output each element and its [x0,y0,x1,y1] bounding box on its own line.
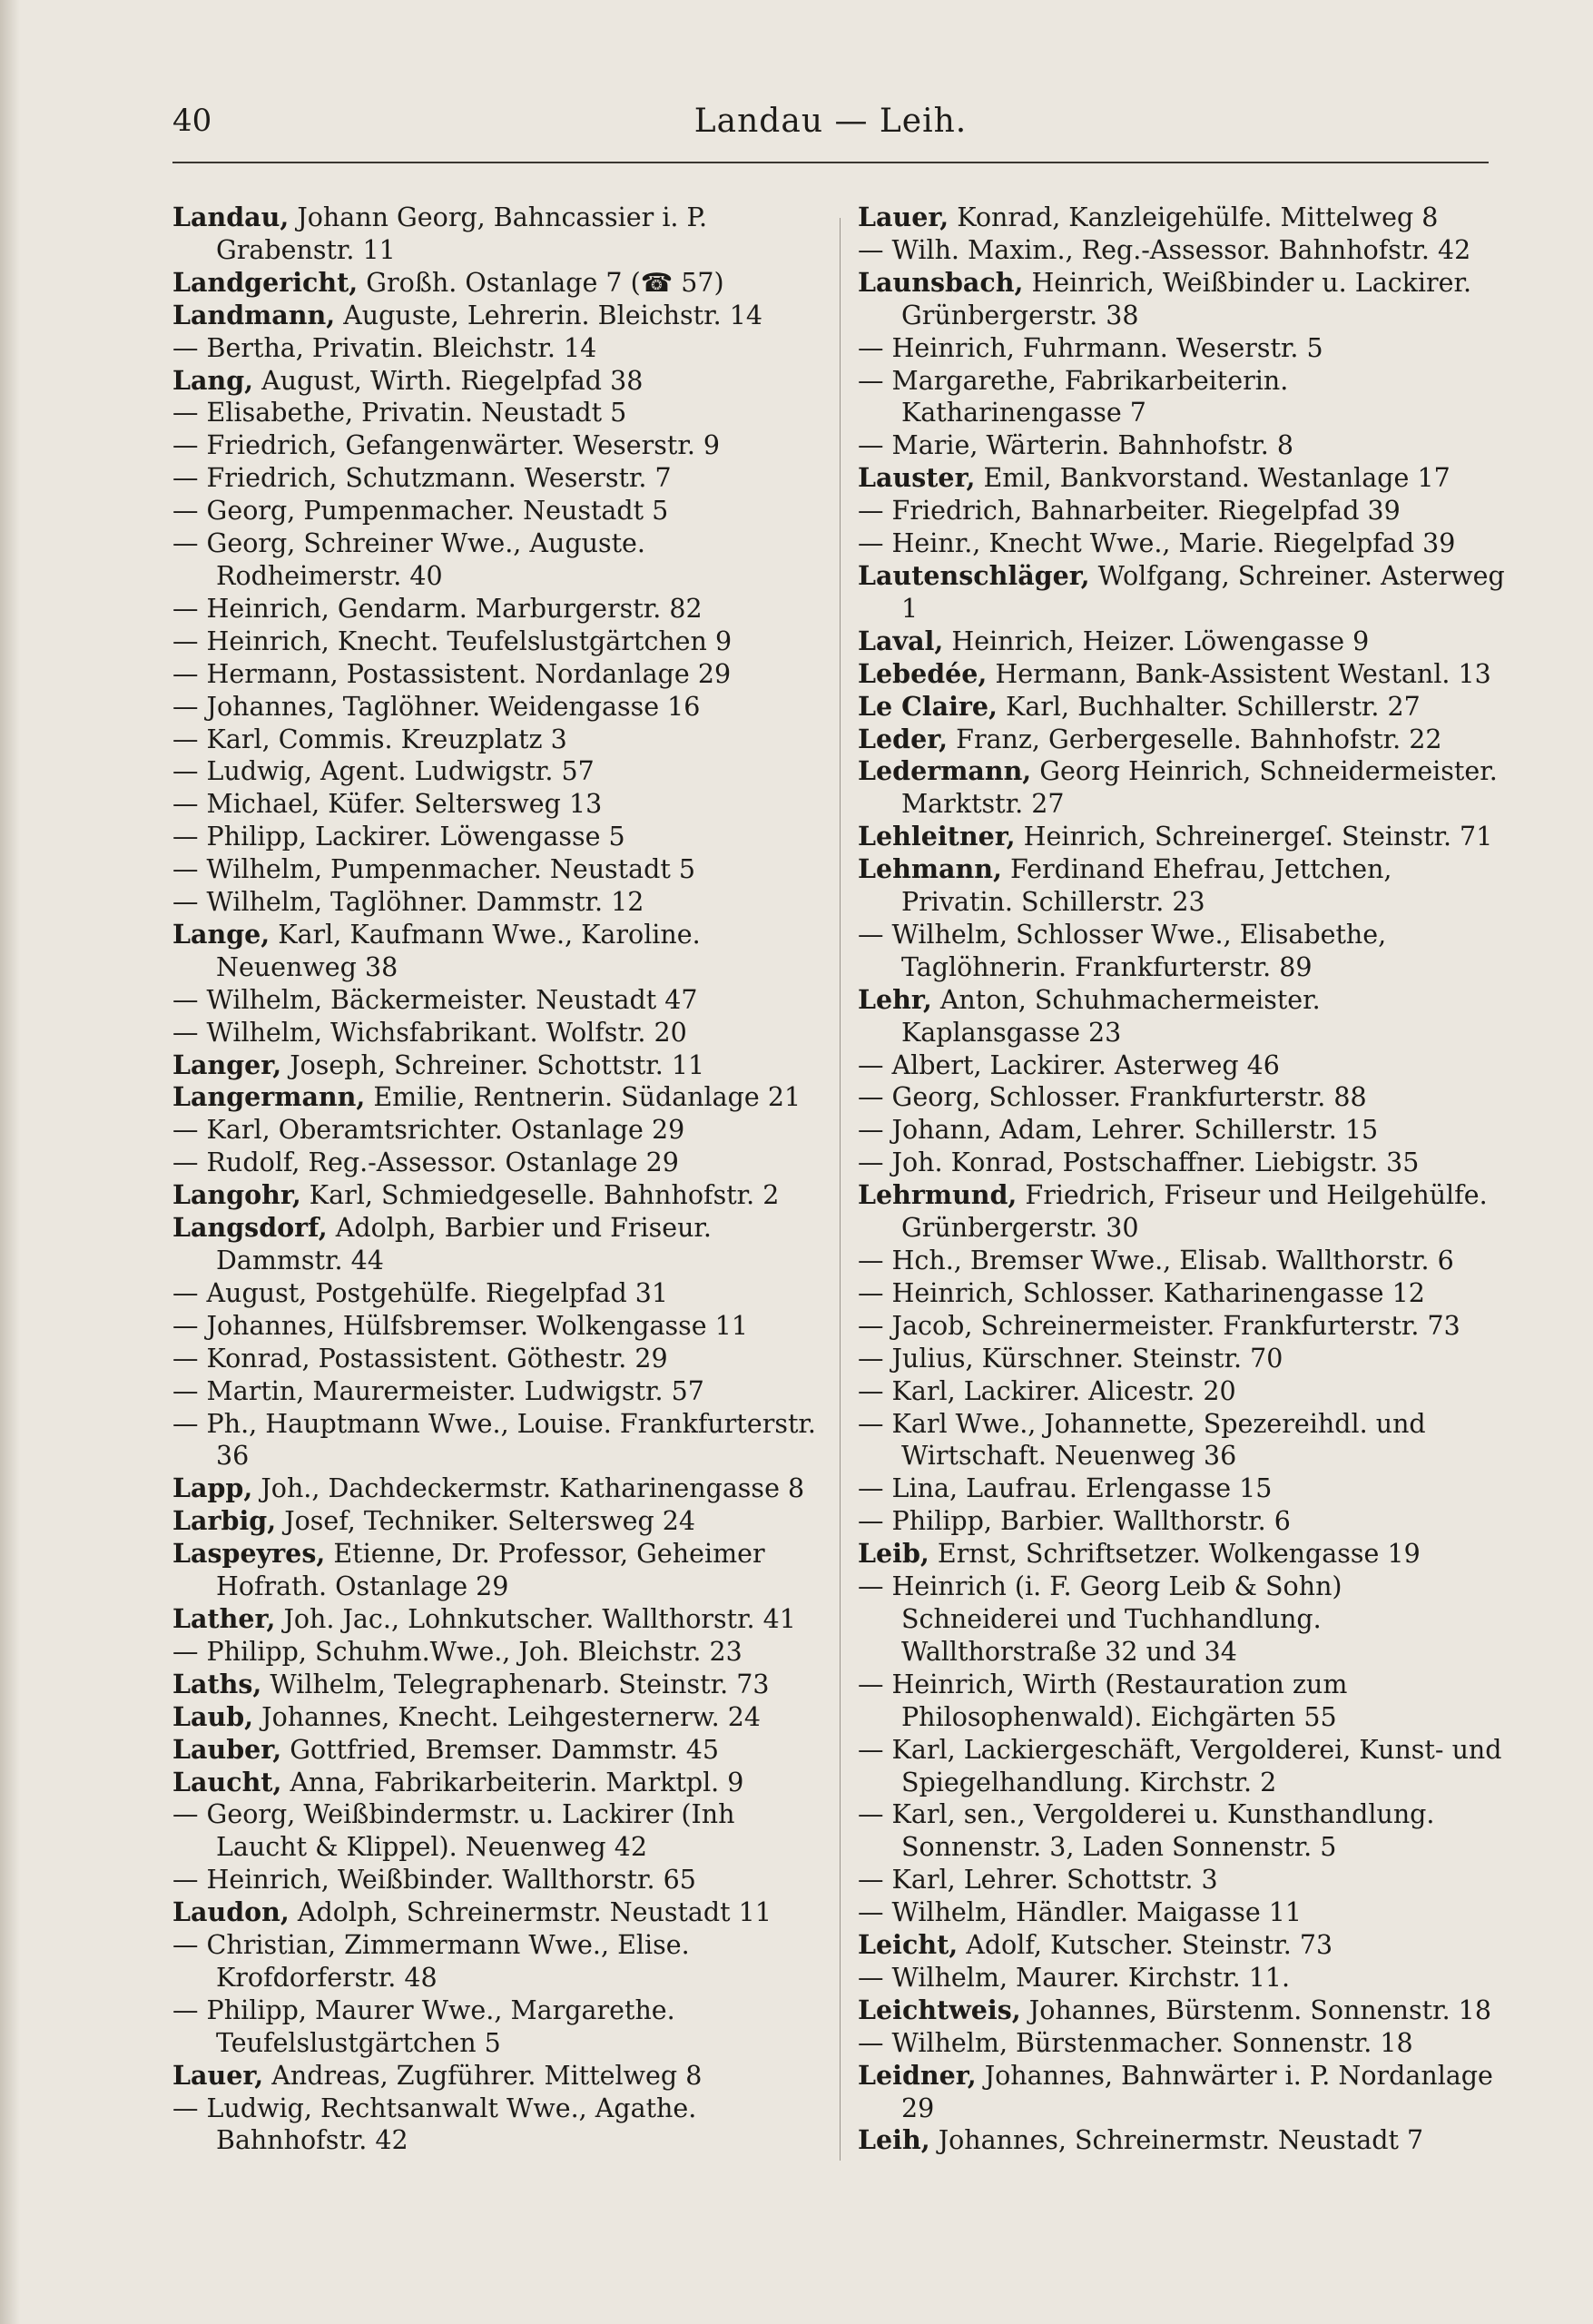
entry-text: Joh. Jac., Lohnkutscher. Wallthorstr. 41 [275,1603,796,1634]
entry-surname: Landmann, [172,299,336,330]
directory-entry [172,462,821,495]
entry-text: Wolfgang, Schreiner. Asterweg 1 [901,560,1505,624]
entry-surname: Lehleitner, [858,821,1016,852]
directory-entry [172,984,821,1017]
entry-text: — Philipp, Maurer Wwe., Margarethe. Teufelslustgärtchen 5 [172,1994,675,2058]
entry-text: — Albert, Lackirer. Asterweg 46 [858,1049,1280,1080]
directory-entry [172,1147,821,1179]
directory-entry [172,1049,821,1082]
entry-text: Ernst, Schriftsetzer. Wolkengasse 19 [929,1539,1421,1570]
entry-surname: Lehr, [858,983,932,1015]
entry-text: — Karl, Lackirer. Alicestr. 20 [858,1375,1236,1406]
entry-text: — Margarethe, Fabrikarbeiterin. Katharinengasse 7 [858,365,1289,428]
directory-entry [858,332,1507,365]
directory-entry [858,1669,1507,1734]
directory-entry [172,365,821,398]
directory-entry [858,1375,1507,1408]
directory-entry [858,1538,1507,1571]
entry-surname: Lauster, [858,462,976,494]
directory-entry [172,1081,821,1114]
directory-entry [858,1994,1507,2027]
directory-entry [858,1081,1507,1114]
directory-entry [172,202,821,267]
directory-entry [858,234,1507,267]
entry-text: Ferdinand Ehefrau, Jettchen, Privatin. Schillerstr. 23 [901,854,1392,918]
directory-entry [858,527,1507,560]
entry-text: — Hermann, Postassistent. Nordanlage 29 [172,658,732,689]
directory-entry [172,332,821,365]
entry-surname: Langer, [172,1049,282,1080]
directory-entry [858,1505,1507,1538]
entry-text: — Rudolf, Reg.-Assessor. Ostanlage 29 [172,1147,679,1178]
entry-text: — Heinrich, Schlosser. Katharinengasse 12 [858,1277,1425,1308]
entry-surname: Laudon, [172,1896,290,1928]
entry-text: — Karl, Oberamtsrichter. Ostanlage 29 [172,1115,685,1146]
directory-entry [172,1179,821,1212]
directory-entry [172,691,821,724]
entry-text: — Wilh. Maxim., Reg.-Assessor. Bahnhofstr. 42 [858,234,1471,265]
entry-text: — Christian, Zimmermann Wwe., Elise. Krofdorferstr. 48 [172,1930,690,1993]
directory-entry [858,1343,1507,1375]
entry-text: Adolph, Schreinermstr. Neustadt 11 [289,1897,772,1928]
entry-text: Anna, Fabrikarbeiterin. Marktpl. 9 [281,1767,744,1797]
directory-entry [858,919,1507,984]
directory-entry [172,429,821,462]
directory-entry [858,1896,1507,1929]
directory-entry [172,1636,821,1669]
directory-entry [858,267,1507,332]
directory-entry [172,1896,821,1929]
entry-text: August, Wirth. Riegelpfad 38 [253,365,644,396]
entry-text: Adolph, Barbier und Friseur. Dammstr. 44 [216,1213,712,1275]
directory-entry [858,1798,1507,1864]
entry-surname: Lather, [172,1602,276,1634]
entry-text: — Friedrich, Schutzmann. Weserstr. 7 [172,463,672,494]
directory-entry [172,755,821,788]
entry-text: — Johannes, Hülfsbremser. Wolkengasse 11 [172,1310,748,1341]
directory-entry [858,821,1507,853]
entry-text: — Philipp, Lackirer. Löwengasse 5 [172,822,625,852]
entry-surname: Laub, [172,1700,254,1732]
directory-entry [858,365,1507,430]
entry-text: Heinrich, Schreinergeſ. Steinstr. 71 [1015,822,1493,852]
entry-text: — Marie, Wärterin. Bahnhofstr. 8 [858,430,1293,461]
directory-entry [172,1669,821,1701]
entry-text: — Karl, Lehrer. Schottstr. 3 [858,1865,1218,1896]
directory-entry [858,755,1507,821]
directory-entry [172,495,821,527]
directory-entry [858,429,1507,462]
directory-entry [858,1114,1507,1147]
entry-surname: Lebedée, [858,657,988,689]
entry-text: Karl, Schmiedgeselle. Bahnhofstr. 2 [300,1180,780,1211]
entry-surname: Langsdorf, [172,1212,328,1244]
directory-entry [858,560,1507,625]
directory-entry [172,1114,821,1147]
directory-entry [172,1701,821,1734]
entry-surname: Leidner, [858,2059,977,2091]
entry-surname: Leih, [858,2124,930,2156]
entry-text: — Julius, Kürschner. Steinstr. 70 [858,1343,1283,1374]
entry-text: — Johann, Adam, Lehrer. Schillerstr. 15 [858,1115,1379,1146]
entry-text: Andreas, Zugführer. Mittelweg 8 [263,2060,703,2091]
entry-text: Großh. Ostanlage 7 (☎ 57) [358,267,724,298]
directory-entry [172,1277,821,1310]
directory-entry [858,2027,1507,2060]
entry-text: — Lina, Laufrau. Erlengasse 15 [858,1473,1273,1504]
directory-entry [172,1538,821,1603]
entry-surname: Lauer, [172,2059,264,2091]
entry-text: — Georg, Weißbindermstr. u. Lackirer (Inh Laucht & Klippel). Neuenweg 42 [172,1799,735,1863]
page-edge-shadow [0,0,20,2324]
entry-surname: Laths, [172,1668,262,1699]
directory-entry [172,1017,821,1049]
entry-text: Josef, Techniker. Seltersweg 24 [276,1506,696,1537]
entry-text: Franz, Gerbergeselle. Bahnhofstr. 22 [948,724,1442,754]
entry-surname: Leder, [858,723,949,754]
entry-text: — Friedrich, Gefangenwärter. Weserstr. 9 [172,430,721,461]
entry-text: Adolf, Kutscher. Steinstr. 73 [958,1930,1333,1961]
entry-surname: Leib, [858,1538,929,1570]
directory-entry [172,1767,821,1799]
directory-entry [172,397,821,429]
directory-entry [172,1408,821,1473]
directory-entry [172,1994,821,2060]
entry-text: — Ludwig, Rechtsanwalt Wwe., Agathe. Bahnhofstr. 42 [172,2093,697,2156]
entry-text: — Karl, Commis. Kreuzplatz 3 [172,724,567,754]
directory-entry [858,1864,1507,1896]
directory-entry [858,1277,1507,1310]
directory-entry [858,1571,1507,1669]
directory-entry [172,788,821,821]
directory-entry [858,1408,1507,1473]
directory-entry [858,495,1507,527]
directory-entry [172,300,821,332]
directory-entry [858,1472,1507,1505]
entry-text: — Elisabethe, Privatin. Neustadt 5 [172,398,627,428]
entry-surname: Landgericht, [172,266,359,298]
entry-surname: Lautenschläger, [858,559,1090,591]
entry-text: — Wilhelm, Maurer. Kirchstr. 11. [858,1962,1291,1993]
entry-text: — Karl Wwe., Johannette, Spezereihdl. und Wirtschaft. Neuenweg 36 [858,1408,1426,1472]
entry-surname: Leicht, [858,1929,959,1961]
entry-surname: Lehrmund, [858,1179,1018,1211]
entry-text: — Bertha, Privatin. Bleichstr. 14 [172,332,597,363]
directory-entry [858,724,1507,756]
entry-text: Emil, Bankvorstand. Westanlage 17 [975,463,1450,494]
directory-entry [858,984,1507,1049]
entry-surname: Leichtweis, [858,1994,1021,2025]
entry-surname: Le Claire, [858,690,998,722]
directory-entry [858,1049,1507,1082]
entry-text: — Hch., Bremser Wwe., Elisab. Wallthorstr. 6 [858,1246,1454,1275]
entry-text: Heinrich, Heizer. Löwengasse 9 [943,625,1370,656]
entry-text: Etienne, Dr. Professor, Geheimer Hofrath. Ostanlage 29 [216,1539,765,1602]
directory-entry [172,724,821,756]
entry-text: — Wilhelm, Wichsfabrikant. Wolfstr. 20 [172,1017,687,1048]
entry-text: — Heinrich, Wirth (Restauration zum Philosophenwald). Eichgärten 55 [858,1669,1348,1732]
entry-text: — Heinrich (i. F. Georg Leib & Sohn) Schneiderei und Tuchhandlung. Wallthorstraße 32 und 34 [858,1571,1342,1667]
right-column [858,202,1507,2157]
directory-entry [172,527,821,593]
directory-entry [858,1310,1507,1343]
entry-text: — Philipp, Barbier. Wallthorstr. 6 [858,1506,1291,1537]
directory-entry [172,267,821,300]
entry-text: — Heinrich, Weißbinder. Wallthorstr. 65 [172,1865,696,1896]
directory-entry [172,1603,821,1636]
entry-text: — Heinrich, Fuhrmann. Weserstr. 5 [858,332,1323,363]
entry-text: Konrad, Kanzleigehülfe. Mittelweg 8 [949,202,1439,232]
directory-entry [172,1472,821,1505]
page-header [172,95,1489,159]
entry-surname: Laspeyres, [172,1538,326,1570]
entry-text: — August, Postgehülfe. Riegelpfad 31 [172,1277,669,1308]
entry-text: Johann Georg, Bahncassier i. P. Grabenstr. 11 [216,202,708,265]
entry-surname: Laucht, [172,1766,282,1797]
directory-entry [858,1147,1507,1179]
entry-text: — Georg, Schreiner Wwe., Auguste. Rodheimerstr. 40 [172,528,645,591]
entry-text: — Karl, sen., Vergolderei u. Kunsthandlung. Sonnenstr. 3, Laden Sonnenstr. 5 [858,1799,1435,1863]
entry-text: — Jacob, Schreinermeister. Frankfurterstr. 73 [858,1310,1460,1341]
entry-text: Johannes, Bürstenm. Sonnenstr. 18 [1020,1994,1491,2025]
directory-entry [172,1343,821,1375]
directory-entry [858,1245,1507,1277]
directory-entry [858,1734,1507,1799]
entry-surname: Lauer, [858,202,949,232]
entry-surname: Landau, [172,202,290,232]
entry-text: — Michael, Küfer. Selterswеg 13 [172,789,603,820]
directory-entry [172,1864,821,1896]
entry-text: — Ph., Hauptmann Wwe., Louise. Frankfurterstr. 36 [172,1408,816,1472]
directory-entry [858,1179,1507,1245]
entry-text: — Wilhelm, Taglöhner. Dammstr. 12 [172,887,644,918]
entry-text: Joh., Dachdeckermstr. Katharinengasse 8 [252,1473,805,1504]
column-divider [840,218,841,2161]
entry-surname: Lehmann, [858,853,1002,885]
running-head: Landau — Leih. [693,103,968,140]
directory-entry [172,821,821,853]
directory-entry [172,2093,821,2158]
directory-entry [858,691,1507,724]
entry-text: — Friedrich, Bahnarbeiter. Riegelpfad 39 [858,496,1401,527]
entry-surname: Langohr, [172,1179,301,1211]
entry-text: Emilie, Rentnerin. Südanlage 21 [365,1082,801,1113]
entry-text: Johannes, Knecht. Leihgesternerw. 24 [253,1701,761,1732]
directory-entry [172,1310,821,1343]
directory-entry [858,658,1507,691]
entry-text: Hermann, Bank-Assistent Westanl. 13 [987,658,1491,689]
entry-text: — Wilhelm, Schlosser Wwe., Elisabethe, Taglöhnerin. Frankfurterstr. 89 [858,919,1387,982]
directory-entry [172,853,821,886]
entry-text: Johannes, Schreinermstr. Neustadt 7 [929,2125,1424,2156]
entry-text: Anton, Schuhmachermeister. Kaplansgasse 23 [901,984,1321,1048]
directory-entry [172,919,821,984]
directory-entry [172,1734,821,1767]
entry-text: — Johannes, Taglöhner. Weidengasse 16 [172,691,701,722]
directory-entry [858,853,1507,919]
directory-entry [172,1505,821,1538]
directory-entry [858,625,1507,658]
entry-surname: Lang, [172,364,254,396]
directory-entry [172,1212,821,1277]
directory-entry [858,1962,1507,1994]
directory-entry [858,2060,1507,2125]
entry-text: — Martin, Maurermeister. Ludwigstr. 57 [172,1375,704,1406]
directory-entry [172,886,821,919]
entry-text: Karl, Kaufmann Wwe., Karoline. Neuenweg 38 [216,919,701,982]
entry-text: — Wilhelm, Händler. Maigasse 11 [858,1897,1303,1928]
entry-surname: Lange, [172,918,270,950]
directory-entry [172,1929,821,1994]
entry-text: — Konrad, Postassistent. Göthestr. 29 [172,1343,668,1374]
directory-entry [858,462,1507,495]
entry-text: Heinrich, Weißbinder u. Lackirer. Grünbergerstr. 38 [901,267,1472,330]
entry-text: — Philipp, Schuhm.Wwe., Joh. Bleichstr. 23 [172,1636,742,1667]
entry-text: Auguste, Lehrerin. Bleichstr. 14 [335,300,762,330]
entry-text: Karl, Buchhalter. Schillerstr. 27 [997,691,1421,722]
entry-text: — Karl, Lackiergeschäft, Vergolderei, Kunst- und Spiegelhandlung. Kirchstr. 2 [858,1734,1502,1797]
directory-entry [172,1798,821,1864]
entry-text: — Wilhelm, Bürstenmacher. Sonnenstr. 18 [858,2027,1413,2058]
entry-text: — Ludwig, Agent. Ludwigstr. 57 [172,756,595,787]
entry-surname: Launsbach, [858,266,1024,298]
header-rule [172,162,1489,163]
entry-text: — Heinr., Knecht Wwe., Marie. Riegelpfad 39 [858,528,1456,559]
entry-text: Friedrich, Friseur und Heilgehülfe. Grünbergerstr. 30 [901,1180,1488,1244]
page-number: 40 [172,103,212,139]
entry-surname: Lapp, [172,1472,253,1504]
entry-text: — Georg, Pumpenmacher. Neustadt 5 [172,496,669,527]
directory-entry [858,1929,1507,1962]
entry-text: — Wilhelm, Pumpenmacher. Neustadt 5 [172,854,696,885]
entry-surname: Laval, [858,625,944,656]
directory-entry [172,593,821,625]
entry-text: Wilhelm, Telegraphenarb. Steinstr. 73 [261,1669,770,1699]
directory-entry [858,202,1507,234]
entry-text: Johannes, Bahnwärter i. P. Nordanlage 29 [901,2060,1493,2123]
entry-text: Joseph, Schreiner. Schottstr. 11 [281,1049,705,1080]
entry-surname: Langermann, [172,1081,366,1113]
entry-text: — Heinrich, Knecht. Teufelslustgärtchen 9 [172,625,733,656]
entry-text: Georg Heinrich, Schneidermeister. Marktstr. 27 [901,756,1498,820]
entry-surname: Lauber, [172,1733,282,1765]
entry-surname: Ledermann, [858,755,1032,787]
entry-surname: Larbig, [172,1505,277,1537]
directory-entry [172,2060,821,2093]
directory-entry [858,2124,1507,2157]
entry-text: — Heinrich, Gendarm. Marburgerstr. 82 [172,593,703,624]
directory-entry [172,1375,821,1408]
directory-entry [172,625,821,658]
left-column [172,202,821,2157]
entry-text: Gottfried, Bremser. Dammstr. 45 [281,1734,719,1765]
entry-text: — Georg, Schlosser. Frankfurterstr. 88 [858,1082,1367,1113]
entry-text: — Wilhelm, Bäckermeister. Neustadt 47 [172,984,698,1015]
entry-text: — Joh. Konrad, Postschaffner. Liebigstr. 35 [858,1147,1420,1178]
directory-entry [172,658,821,691]
